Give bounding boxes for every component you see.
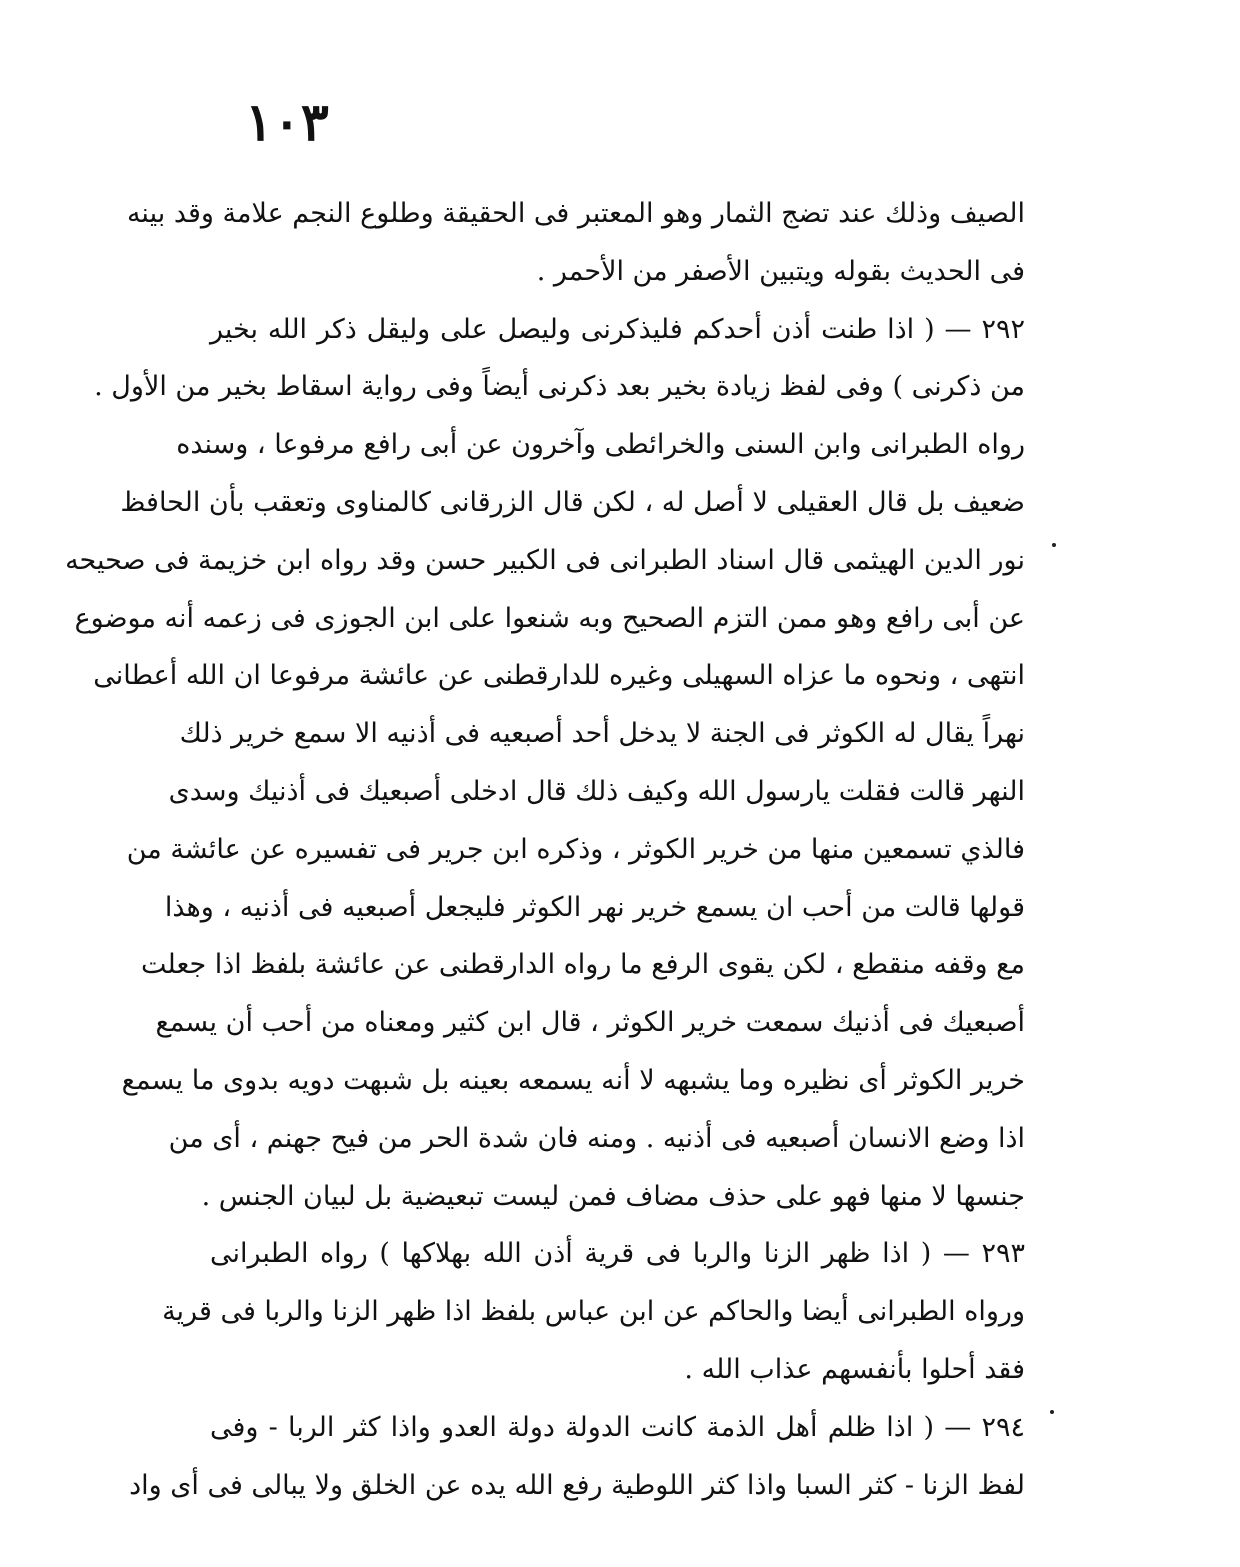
text-line: النهر قالت فقلت يارسول الله وكيف ذلك قال ادخلى أصبعيك فى أذنيك وسدى (168, 775, 1025, 807)
text-line: فقد أحلوا بأنفسهم عذاب الله . (684, 1353, 1025, 1385)
hadith-entry-293: ٢٩٣ — ( اذا ظهر الزنا والربا فى قرية أذن الله بهلاكها ) رواه الطبرانى (210, 1238, 1025, 1270)
text-line: قولها قالت من أحب ان يسمع خرير نهر الكوثر فليجعل أصبعيه فى أذنيه ، وهذا (164, 891, 1025, 923)
scan-speck (1050, 1410, 1054, 1414)
text-line: اذا وضع الانسان أصبعيه فى أذنيه . ومنه فان شدة الحر من فيح جهنم ، أى من (168, 1122, 1025, 1154)
text-line: فالذي تسمعين منها من خرير الكوثر ، وذكره ابن جرير فى تفسيره عن عائشة من (126, 833, 1025, 865)
hadith-entry-294: ٢٩٤ — ( اذا ظلم أهل الذمة كانت الدولة دولة العدو واذا كثر الربا - وفى (210, 1411, 1025, 1443)
text-line: ورواه الطبرانى أيضا والحاكم عن ابن عباس بلفظ اذا ظهر الزنا والربا فى قرية (162, 1296, 1025, 1328)
text-line: نهراً يقال له الكوثر فى الجنة لا يدخل أحد أصبعيه فى أذنيه الا سمع خرير ذلك (179, 718, 1025, 750)
text-line: أصبعيك فى أذنيك سمعت خرير الكوثر ، قال ابن كثير ومعناه من أحب أن يسمع (155, 1007, 1025, 1039)
text-line: عن أبى رافع وهو ممن التزم الصحيح وبه شنعوا على ابن الجوزى فى زعمه أنه موضوع (74, 602, 1025, 634)
text-line: جنسها لا منها فهو على حذف مضاف فمن ليست تبعيضية بل لبيان الجنس . (201, 1180, 1025, 1212)
text-line: خرير الكوثر أى نظيره وما يشبهه لا أنه يسمعه بعينه بل شبهت دويه بدوى ما يسمع (121, 1064, 1025, 1096)
text-line: انتهى ، ونحوه ما عزاه السهيلى وغيره للدارقطنى عن عائشة مرفوعا ان الله أعطانى (93, 660, 1025, 692)
text-line: من ذكرنى ) وفى لفظ زيادة بخير بعد ذكرنى أيضاً وفى رواية اسقاط بخير من الأول . (94, 371, 1025, 403)
text-line: ضعيف بل قال العقيلى لا أصل له ، لكن قال الزرقانى كالمناوى وتعقب بأن الحافظ (120, 486, 1025, 518)
hadith-entry-292: ٢٩٢ — ( اذا طنت أذن أحدكم فليذكرنى وليصل على وليقل ذكر الله بخير (210, 313, 1025, 345)
text-line: فى الحديث بقوله ويتبين الأصفر من الأحمر . (536, 255, 1025, 287)
page-number: ١٠٣ (245, 92, 329, 153)
scan-speck (1052, 543, 1056, 547)
text-line: مع وقفه منقطع ، لكن يقوى الرفع ما رواه الدارقطنى عن عائشة بلفظ اذا جعلت (141, 949, 1025, 981)
body-text (65, 185, 1025, 1514)
text-line: نور الدين الهيثمى قال اسناد الطبرانى فى الكبير حسن وقد رواه ابن خزيمة فى صحيحه (65, 544, 1025, 576)
text-line: الصيف وذلك عند تضج الثمار وهو المعتبر فى الحقيقة وطلوع النجم علامة وقد بينه (126, 198, 1025, 229)
text-line: رواه الطبرانى وابن السنى والخرائطى وآخرون عن أبى رافع مرفوعا ، وسنده (176, 429, 1025, 461)
text-line: لفظ الزنا - كثر السبا واذا كثر اللوطية رفع الله يده عن الخلق ولا يبالى فى أى واد (129, 1469, 1025, 1501)
